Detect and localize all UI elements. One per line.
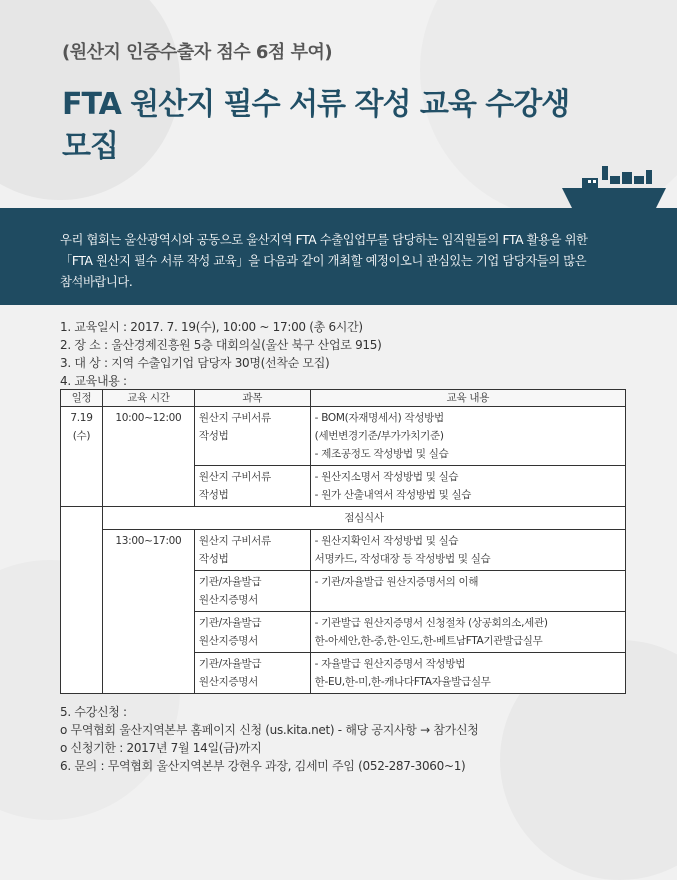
subject-line: 원산지증명서 [198, 676, 258, 688]
content-line: 한-아세안,한-중,한-인도,한-베트남FTA기관발급실무 [314, 635, 543, 647]
intro-line-3: 참석바랍니다. [60, 275, 133, 289]
content-line: - 기관/자율발급 원산지증명서의 이해 [314, 576, 479, 588]
content-line: 서명카드, 작성대장 등 작성방법 및 실습 [314, 553, 491, 565]
subject-line: 작성법 [198, 489, 229, 501]
subject-cell [194, 653, 310, 694]
subject-line: 원산지 구비서류 [198, 535, 271, 547]
content-line: - 원가 산출내역서 작성방법 및 실습 [314, 489, 472, 501]
date-cell-continued [61, 530, 103, 694]
content-cell [310, 653, 625, 694]
subject-cell [194, 530, 310, 571]
contact-info: 6. 문의 : 무역협회 울산지역본부 강현우 과장, 김세미 주임 (052-287-3060~1) [60, 759, 466, 773]
date-cell-continued [61, 507, 103, 530]
subject-cell [194, 407, 310, 466]
header-cell: 교육 내용 [310, 390, 625, 407]
date-value: 7.19 [70, 412, 93, 424]
time-cell: 10:00~12:00 [102, 407, 194, 507]
content-line: - 제조공정도 작성방법 및 실습 [314, 448, 449, 460]
subject-line: 기관/자율발급 [198, 576, 262, 588]
content-cell [310, 407, 625, 466]
title-line-1: FTA 원산지 필수 서류 작성 교육 수강생 [62, 87, 570, 122]
lunch-row [61, 507, 626, 530]
content-line: - BOM(자재명세서) 작성방법 [314, 412, 444, 424]
intro-line-2: 「FTA 원산지 필수 서류 작성 교육」을 다음과 같이 개최할 예정이오니 관심있는 기업 담당자들의 많은 [60, 254, 587, 268]
subject-line: 원산지증명서 [198, 594, 258, 606]
content-cell [310, 612, 625, 653]
header-cell: 교육 시간 [102, 390, 194, 407]
time-cell: 13:00~17:00 [102, 530, 194, 694]
header-cell: 일정 [61, 390, 103, 407]
content-line: - 기관발급 원산지증명서 신청절차 (상공회의소,세관) [314, 617, 548, 629]
intro-line-1: 우리 협회는 울산광역시와 공동으로 울산지역 FTA 수출입업무를 담당하는 임직원들의 FTA 활용을 위한 [60, 233, 588, 247]
content-line: - 원산지확인서 작성방법 및 실습 [314, 535, 459, 547]
content-cell [310, 466, 625, 507]
info-date: 1. 교육일시 : 2017. 7. 19(수), 10:00 ~ 17:00 (총 6시간) [60, 320, 363, 334]
subject-line: 기관/자율발급 [198, 658, 262, 670]
subject-cell [194, 466, 310, 507]
intro-text [60, 230, 640, 293]
subtitle: (원산지 인증수출자 점수 6점 부여) [62, 42, 333, 63]
lunch-cell: 점심식사 [102, 507, 625, 530]
header-cell: 과목 [194, 390, 310, 407]
day-value: (수) [72, 430, 91, 442]
apply-label: 5. 수강신청 : [60, 705, 127, 719]
subject-line: 기관/자율발급 [198, 617, 262, 629]
subject-cell [194, 612, 310, 653]
subject-line: 원산지증명서 [198, 635, 258, 647]
content-line: (세번변경기준/부가가치기준) [314, 430, 444, 442]
content-line: 한-EU,한-미,한-캐나다FTA자율발급실무 [314, 676, 491, 688]
info-target: 3. 대 상 : 지역 수출입기업 담당자 30명(선착순 모집) [60, 356, 330, 370]
table-row [61, 407, 626, 466]
subject-line: 작성법 [198, 430, 229, 442]
info-content-label: 4. 교육내용 : [60, 374, 127, 388]
content-line: - 자율발급 원산지증명서 작성방법 [314, 658, 466, 670]
content-line: - 원산지소명서 작성방법 및 실습 [314, 471, 459, 483]
apply-deadline: o 신청기한 : 2017년 7월 14일(금)까지 [60, 741, 262, 755]
subject-line: 작성법 [198, 553, 229, 565]
table-row [61, 530, 626, 571]
info-place: 2. 장 소 : 울산경제진흥원 5층 대회의실(울산 북구 산업로 915) [60, 338, 382, 352]
subject-cell [194, 571, 310, 612]
content-cell [310, 571, 625, 612]
subject-line: 원산지 구비서류 [198, 412, 271, 424]
intro-banner [0, 208, 677, 305]
subject-line: 원산지 구비서류 [198, 471, 271, 483]
header [0, 0, 677, 208]
schedule-table [60, 389, 626, 694]
cargo-ship-icon [560, 158, 670, 212]
table-header-row [61, 390, 626, 407]
title-line-2: 모집 [62, 129, 118, 164]
content-cell [310, 530, 625, 571]
date-cell [61, 407, 103, 507]
page-title [62, 84, 622, 168]
apply-method: o 무역협회 울산지역본부 홈페이지 신청 (us.kita.net) - 해당 공지사항 → 참가신청 [60, 723, 479, 737]
